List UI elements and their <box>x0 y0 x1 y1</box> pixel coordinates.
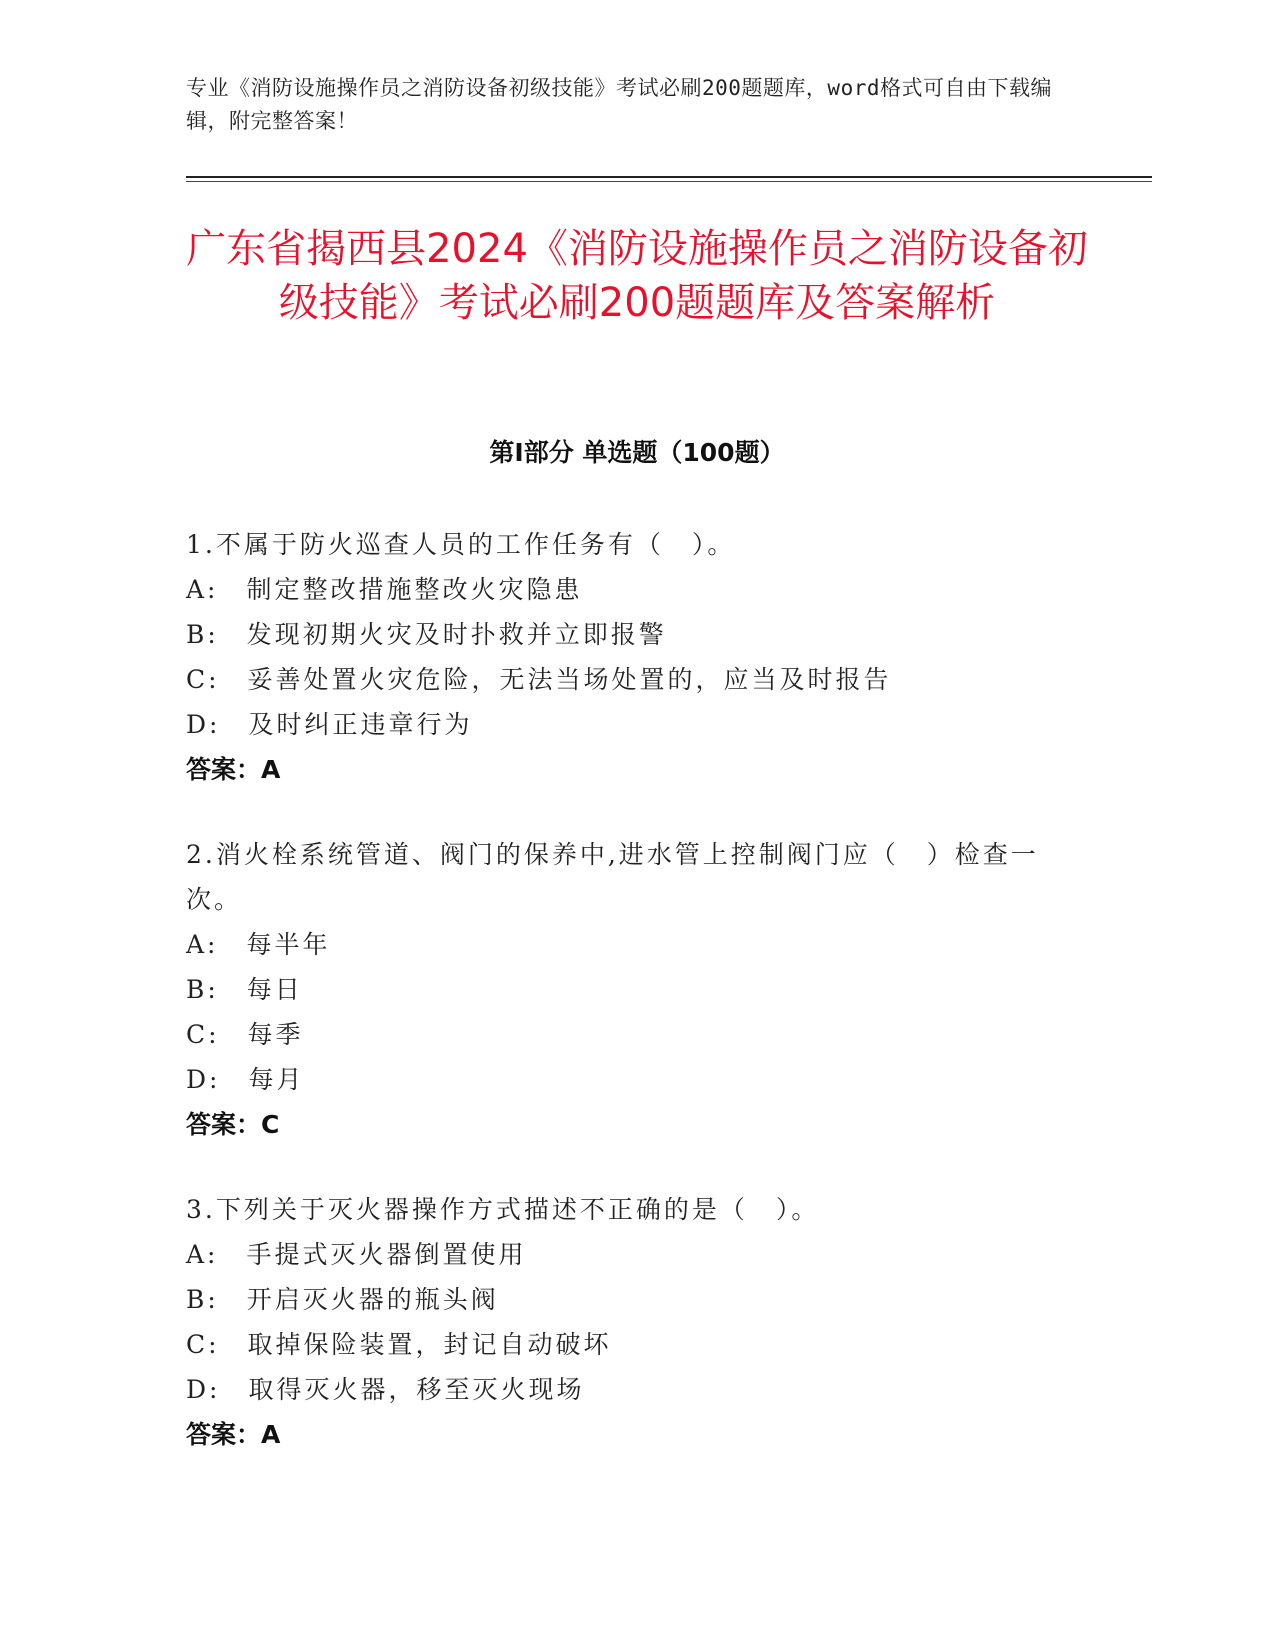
question-text: 2.消火栓系统管道、阀门的保养中,进水管上控制阀门应（ ）检查一次。 <box>186 840 1039 914</box>
option-d: D: 及时纠正违章行为 <box>186 710 473 739</box>
header-divider-thick <box>186 176 1152 178</box>
option-b: B: 每日 <box>186 975 303 1004</box>
option-a: A: 制定整改措施整改火灾隐患 <box>186 575 583 604</box>
header-note: 专业《消防设施操作员之消防设备初级技能》考试必刷200题题库，word格式可自由下载编辑，附完整答案！ <box>186 76 1052 133</box>
question-item <box>186 522 1086 792</box>
question-item <box>186 1187 1086 1457</box>
option-d: D: 取得灭火器，移至灭火现场 <box>186 1375 585 1404</box>
section-title: 第Ⅰ部分 单选题（100题） <box>489 438 785 467</box>
question-text: 3.下列关于灭火器操作方式描述不正确的是（ ）。 <box>186 1195 820 1224</box>
option-b: B: 开启灭火器的瓶头阀 <box>186 1285 499 1314</box>
answer-text: 答案：C <box>186 1110 280 1139</box>
header-divider-thin <box>186 181 1152 182</box>
option-a: A: 手提式灭火器倒置使用 <box>186 1240 527 1269</box>
question-item <box>186 832 1086 1147</box>
option-d: D: 每月 <box>186 1065 305 1094</box>
question-text: 1.不属于防火巡查人员的工作任务有（ ）。 <box>186 530 736 559</box>
option-a: A: 每半年 <box>186 930 331 959</box>
option-c: C: 妥善处置火灾危险，无法当场处置的，应当及时报告 <box>186 665 892 694</box>
option-b: B: 发现初期火灾及时扑救并立即报警 <box>186 620 667 649</box>
document-title: 广东省揭西县2024《消防设施操作员之消防设备初级技能》考试必刷200题题库及答案解析 <box>186 226 1088 326</box>
question-list <box>186 522 1086 1497</box>
option-c: C: 取掉保险装置，封记自动破坏 <box>186 1330 612 1359</box>
option-c: C: 每季 <box>186 1020 304 1049</box>
answer-text: 答案：A <box>186 1420 281 1449</box>
answer-text: 答案：A <box>186 755 281 784</box>
